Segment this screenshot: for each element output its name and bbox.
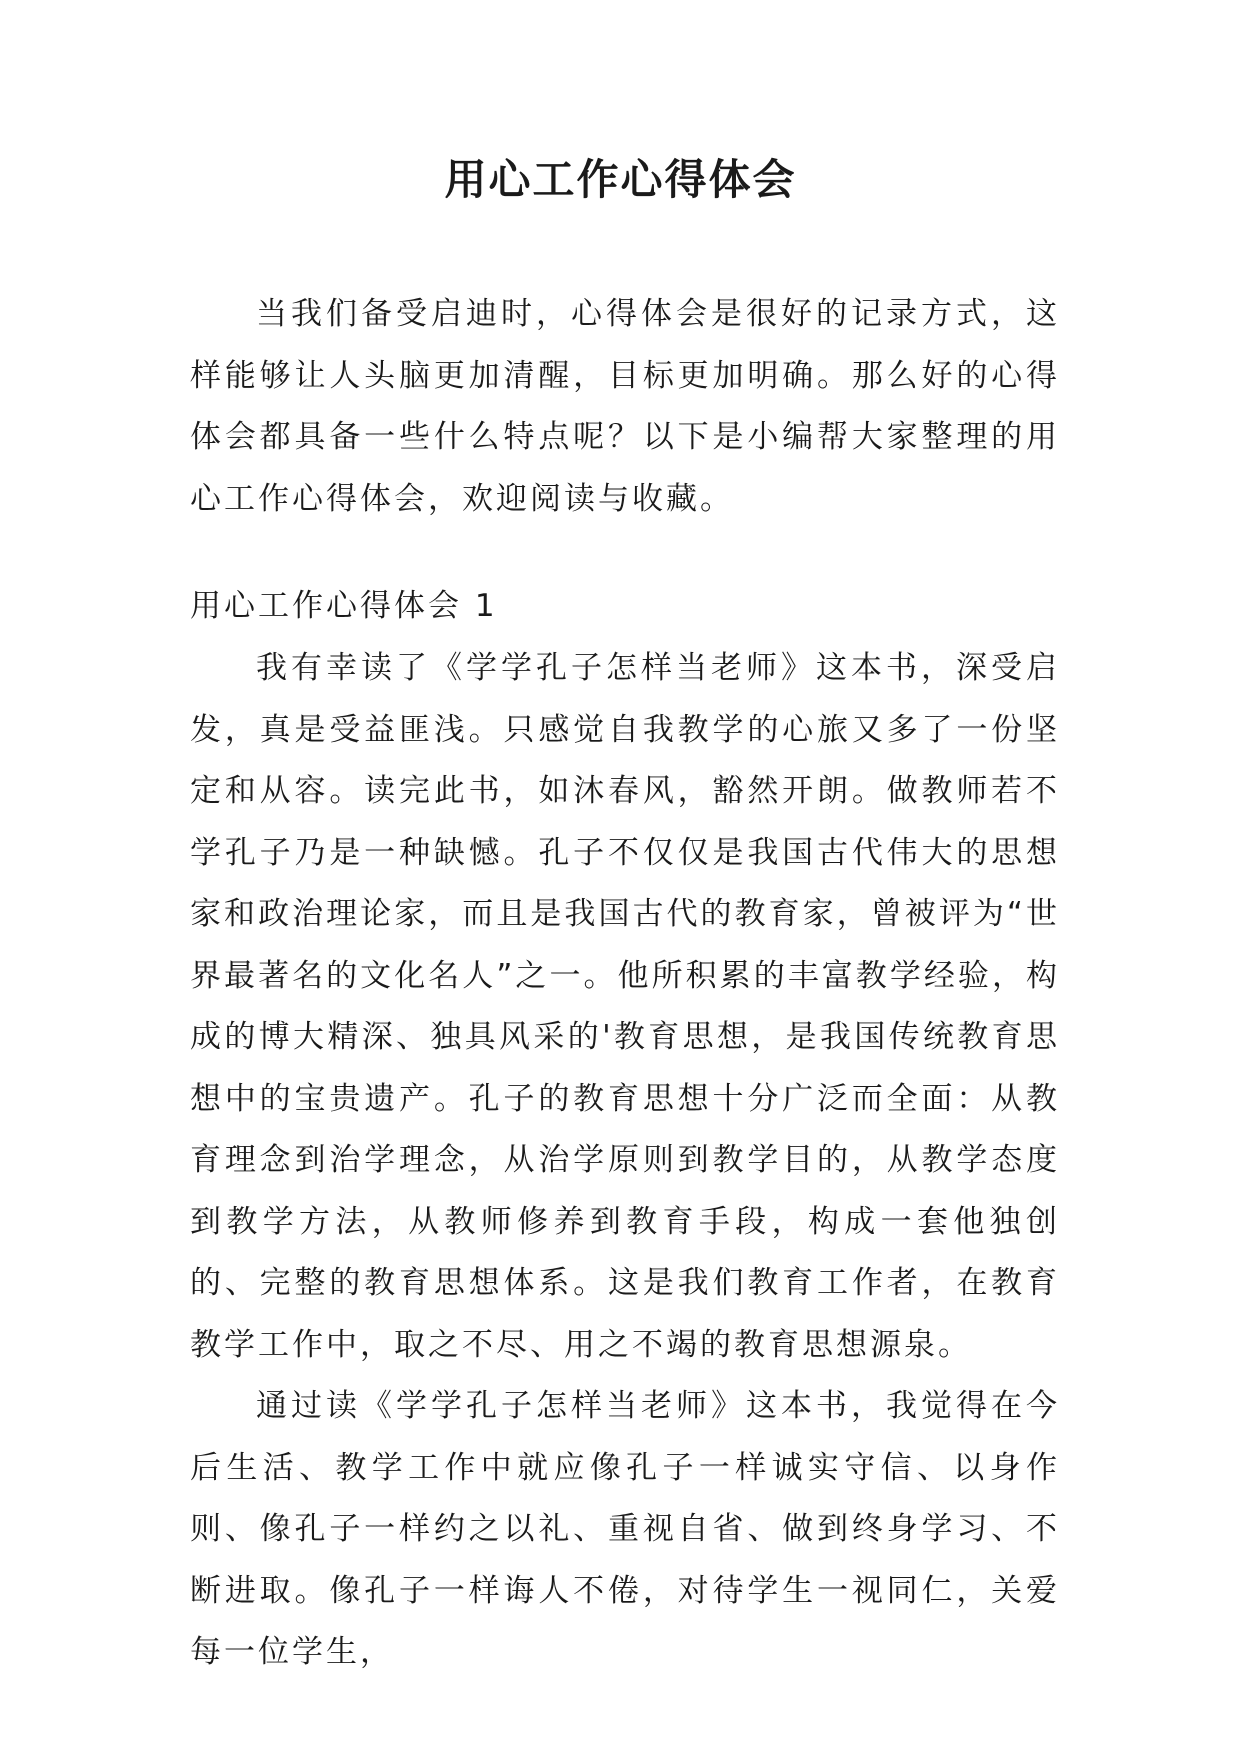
body-paragraph: 通过读《学学孔子怎样当老师》这本书，我觉得在今后生活、教学工作中就应像孔子一样诚实守信、以身作则、像孔子一样约之以礼、重视自省、做到终身学习、不断进取。像孔子一样诲人不倦，对待学生一视同仁，关爱每一位学生， [190,1388,1060,1670]
section-body [190,638,1060,1684]
intro-paragraph: 当我们备受启迪时，心得体会是很好的记录方式，这样能够让人头脑更加清醒，目标更加明确。那么好的心得体会都具备一些什么特点呢？以下是小编帮大家整理的用心工作心得体会，欢迎阅读与收藏。 [190,296,1060,517]
body-paragraph: 我有幸读了《学学孔子怎样当老师》这本书，深受启发，真是受益匪浅。只感觉自我教学的心旅又多了一份坚定和从容。读完此书，如沐春风，豁然开朗。做教师若不学孔子乃是一种缺憾。孔子不仅仅是我国古代伟大的思想家和政治理论家，而且是我国古代的教育家，曾被评为“世界最著名的文化名人”之一。他所积累的丰富教学经验，构成的博大精深、独具风采的'教育思想，是我国传统教育思想中的宝贵遗产。孔子的教育思想十分广泛而全面：从教育理念到治学理念，从治学原则到教学目的，从教学态度到教学方法，从教师修养到教育手段，构成一套他独创的、完整的教育思想体系。这是我们教育工作者，在教育教学工作中，取之不尽、用之不竭的教育思想源泉。 [190,650,1060,1363]
document-title: 用心工作心得体会 [444,155,797,204]
section-heading: 用心工作心得体会 1 [190,588,498,624]
